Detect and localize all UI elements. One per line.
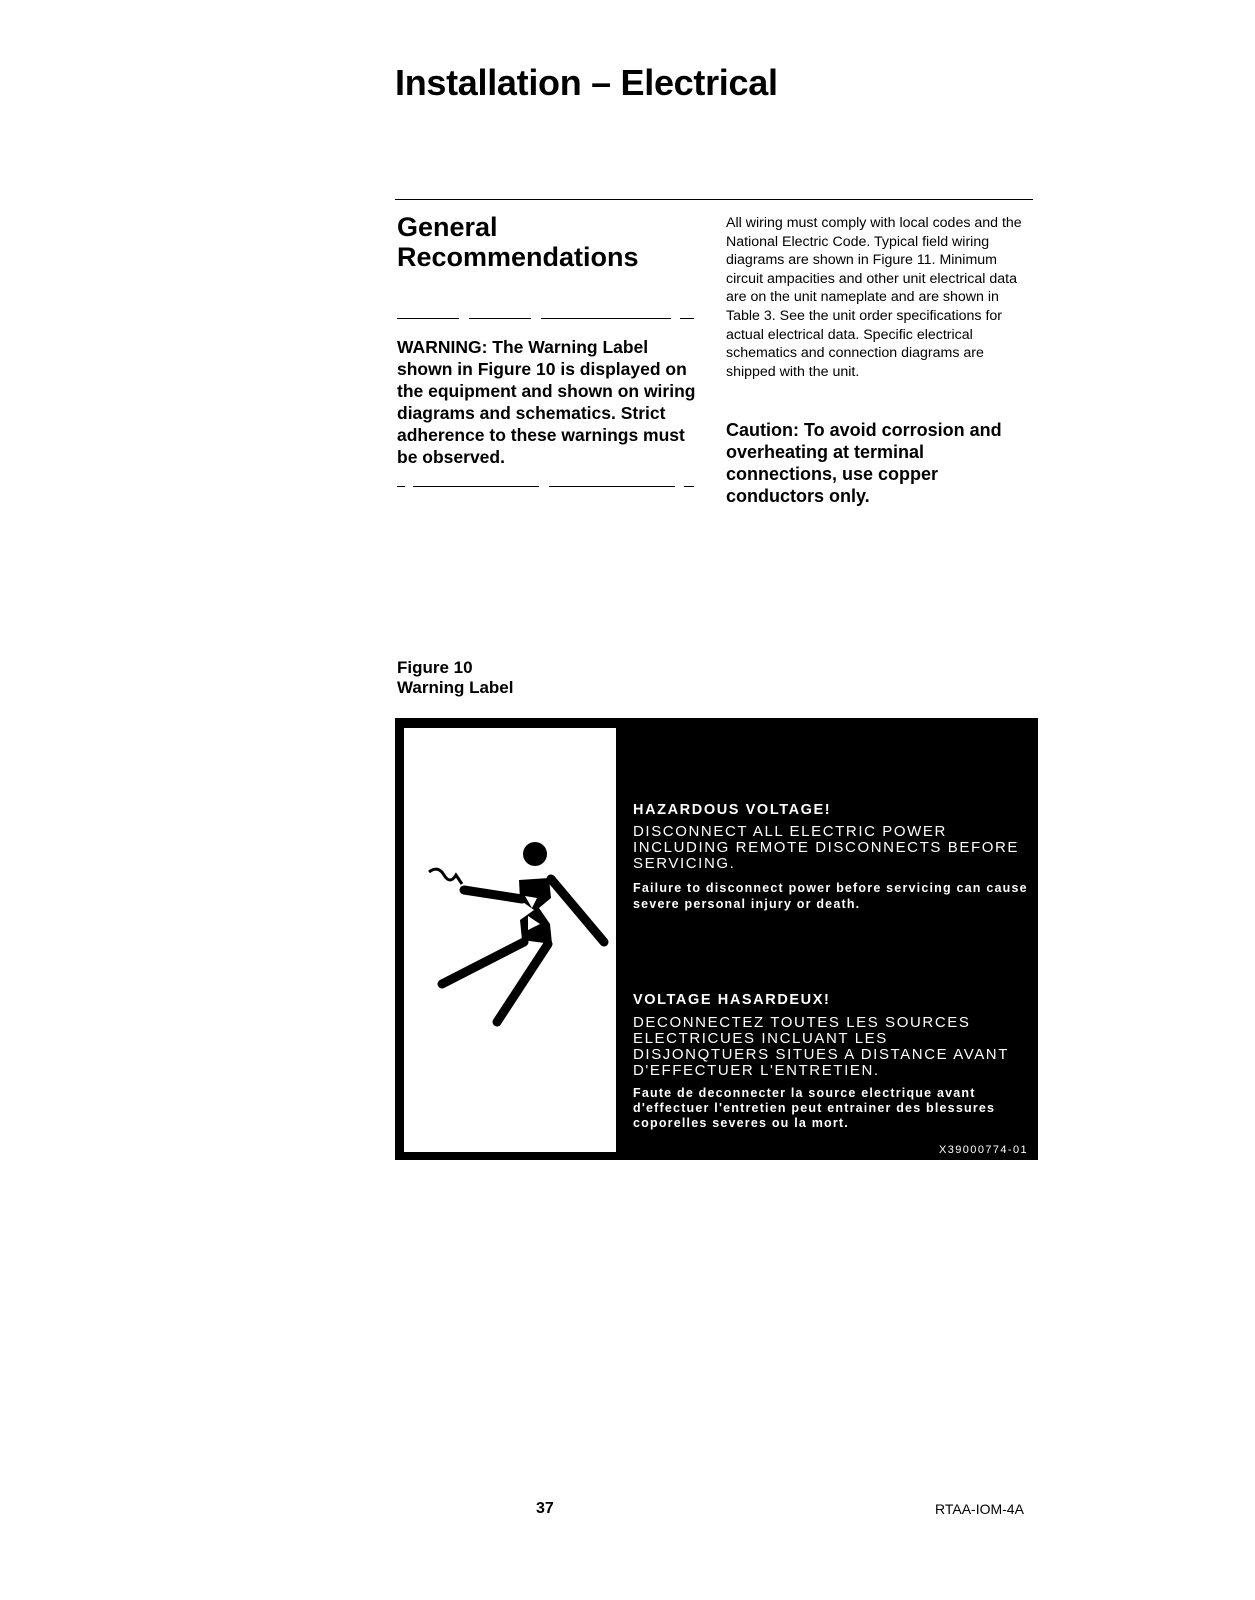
warning-divider-top <box>541 318 671 319</box>
electric-shock-icon <box>404 728 616 1152</box>
warning-divider-top <box>680 318 694 319</box>
caution-text: Caution: To avoid corrosion and overheating at terminal connections, use copper conductors only. <box>726 420 1002 506</box>
label-body-en: Failure to disconnect power before servicing can cause severe personal injury or death. <box>633 881 1028 911</box>
warning-divider-bottom <box>413 486 539 487</box>
warning-divider-bottom <box>549 486 675 487</box>
label-part-number: X39000774-01 <box>939 1144 1028 1156</box>
warning-divider-bottom <box>684 486 694 487</box>
label-icon-panel <box>404 728 616 1152</box>
section-heading: General Recommendations <box>397 212 639 272</box>
warning-divider-top <box>469 318 531 319</box>
body-text: All wiring must comply with local codes and the National Electric Code. Typical field wiring diagrams are shown in Figure 11. Minimum circuit ampacities and other unit electrical data are on the unit nameplate and are shown in Table 3. See the unit order specifications for actual electrical data. Specific electrical schematics and connection diagrams are shipped with the unit. <box>726 215 1022 380</box>
figure-number: Figure 10 <box>397 658 473 677</box>
warning-divider-top <box>397 318 459 319</box>
label-title-en: HAZARDOUS VOLTAGE! <box>633 802 832 818</box>
label-instruction-fr: DECONNECTEZ TOUTES LES SOURCES ELECTRICUES INCLUANT LES DISJONQTUERS SITUES A DISTANCE AVANT D'EFFECTUER L'ENTRETIEN. <box>633 1014 1009 1079</box>
label-instruction-en: DISCONNECT ALL ELECTRIC POWER INCLUDING REMOTE DISCONNECTS BEFORE SERVICING. <box>633 823 1020 872</box>
document-code: RTAA-IOM-4A <box>935 1501 1024 1517</box>
section-rule <box>395 199 1033 200</box>
label-body-fr: Faute de deconnecter la source electrique avant d'effectuer l'entretien peut entrainer des blessures coporelles severes ou la mort. <box>633 1086 996 1130</box>
label-title-fr: VOLTAGE HASARDEUX! <box>633 992 831 1008</box>
page-number: 37 <box>536 1500 554 1517</box>
warning-label <box>395 718 1038 1160</box>
page-title: Installation – Electrical <box>395 62 778 103</box>
warning-text: WARNING: The Warning Label shown in Figure 10 is displayed on the equipment and shown on wiring diagrams and schematics. Strict adherence to these warnings must be observed. <box>397 337 696 467</box>
figure-title: Warning Label <box>397 678 514 697</box>
figure-caption <box>397 658 514 698</box>
warning-divider-bottom <box>397 486 405 487</box>
